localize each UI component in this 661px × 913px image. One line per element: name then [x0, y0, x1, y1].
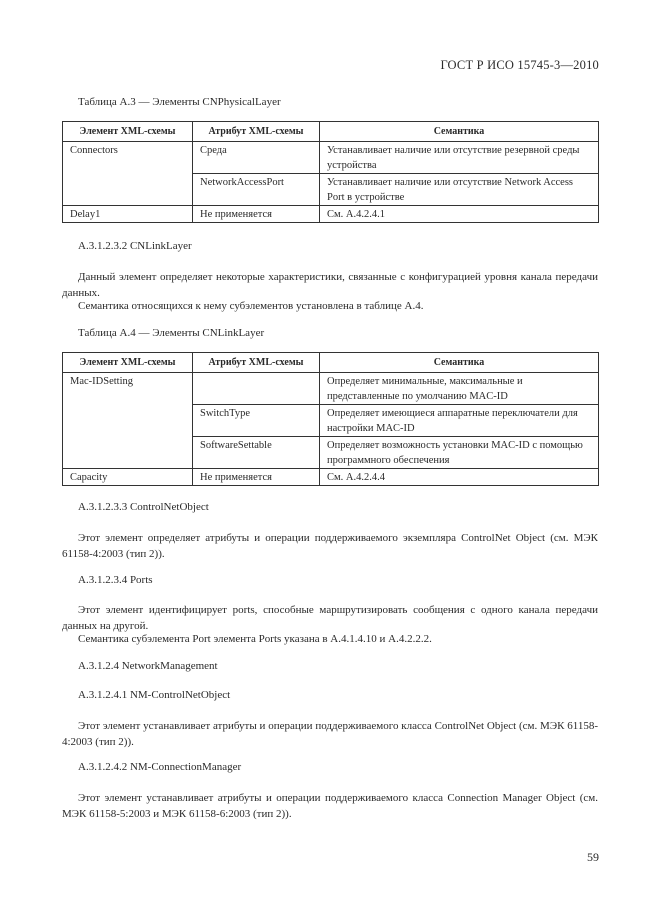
- cell-attribute: Среда: [193, 142, 320, 174]
- cell-element: Delay1: [63, 206, 193, 223]
- cell-element: Mac-IDSetting: [63, 373, 193, 469]
- paragraph: Семантика относящихся к нему субэлементов установлена в таблице А.4.: [78, 300, 424, 312]
- page-number: 59: [587, 850, 599, 864]
- paragraph: Семантика субэлемента Port элемента Ports указана в А.4.1.4.10 и А.4.2.2.2.: [78, 633, 432, 645]
- cell-semantics: Определяет возможность установки MAC-ID с помощью программного обеспечения: [320, 437, 599, 469]
- section-heading: А.3.1.2.3.3 ControlNetObject: [78, 501, 209, 513]
- cell-attribute: Не применяется: [193, 206, 320, 223]
- cell-attribute: Не применяется: [193, 469, 320, 486]
- column-header: Атрибут XML-схемы: [193, 353, 320, 373]
- cell-attribute: SoftwareSettable: [193, 437, 320, 469]
- table-a3-caption: Таблица А.3 — Элементы CNPhysicalLayer: [78, 96, 281, 108]
- cell-attribute: NetworkAccessPort: [193, 174, 320, 206]
- paragraph: Данный элемент определяет некоторые характеристики, связанные с конфигурацией уровня канала передачи данных.: [62, 271, 598, 299]
- cell-semantics: Устанавливает наличие или отсутствие Network Access Port в устройстве: [320, 174, 599, 206]
- column-header: Семантика: [320, 353, 599, 373]
- table-row: [63, 469, 599, 486]
- cell-element: Capacity: [63, 469, 193, 486]
- paragraph: Этот элемент устанавливает атрибуты и операции поддерживаемого класса Connection Manager Object (см. МЭК 61158-5:2003 и МЭК 61158-6:2003 (тип 2)).: [62, 792, 598, 820]
- table-row: [63, 373, 599, 405]
- section-heading: А.3.1.2.4.1 NM-ControlNetObject: [78, 689, 231, 701]
- paragraph: Этот элемент идентифицирует ports, способные маршрутизировать сообщения с одного канала передачи данных на другой.: [62, 604, 598, 632]
- table-a4: [62, 352, 599, 486]
- section-heading: А.3.1.2.3.2 CNLinkLayer: [78, 240, 192, 252]
- cell-semantics: Определяет имеющиеся аппаратные переключатели для настройки MAC-ID: [320, 405, 599, 437]
- table-a3: [62, 121, 599, 223]
- paragraph: Этот элемент определяет атрибуты и операции поддерживаемого экземпляра ControlNet Object (см. МЭК 61158-4:2003 (тип 2)).: [62, 532, 598, 560]
- column-header: Элемент XML-схемы: [63, 353, 193, 373]
- cell-semantics: См. А.4.2.4.1: [320, 206, 599, 223]
- table-header-row: [63, 122, 599, 142]
- section-heading: А.3.1.2.3.4 Ports: [78, 574, 153, 586]
- document-header: ГОСТ Р ИСО 15745-3—2010: [440, 58, 599, 72]
- cell-attribute: [193, 373, 320, 405]
- table-row: [63, 142, 599, 174]
- column-header: Атрибут XML-схемы: [193, 122, 320, 142]
- table-row: [63, 206, 599, 223]
- paragraph: Этот элемент устанавливает атрибуты и операции поддерживаемого класса ControlNet Object (см. МЭК 61158-4:2003 (тип 2)).: [62, 720, 598, 748]
- table-a4-caption: Таблица А.4 — Элементы CNLinkLayer: [78, 327, 265, 339]
- cell-semantics: Определяет минимальные, максимальные и представленные по умолчанию MAC-ID: [320, 373, 599, 405]
- cell-attribute: SwitchType: [193, 405, 320, 437]
- column-header: Семантика: [320, 122, 599, 142]
- column-header: Элемент XML-схемы: [63, 122, 193, 142]
- section-heading: А.3.1.2.4 NetworkManagement: [78, 660, 218, 672]
- table-header-row: [63, 353, 599, 373]
- cell-semantics: См. А.4.2.4.4: [320, 469, 599, 486]
- cell-semantics: Устанавливает наличие или отсутствие резервной среды устройства: [320, 142, 599, 174]
- section-heading: А.3.1.2.4.2 NM-ConnectionManager: [78, 761, 242, 773]
- cell-element: Connectors: [63, 142, 193, 206]
